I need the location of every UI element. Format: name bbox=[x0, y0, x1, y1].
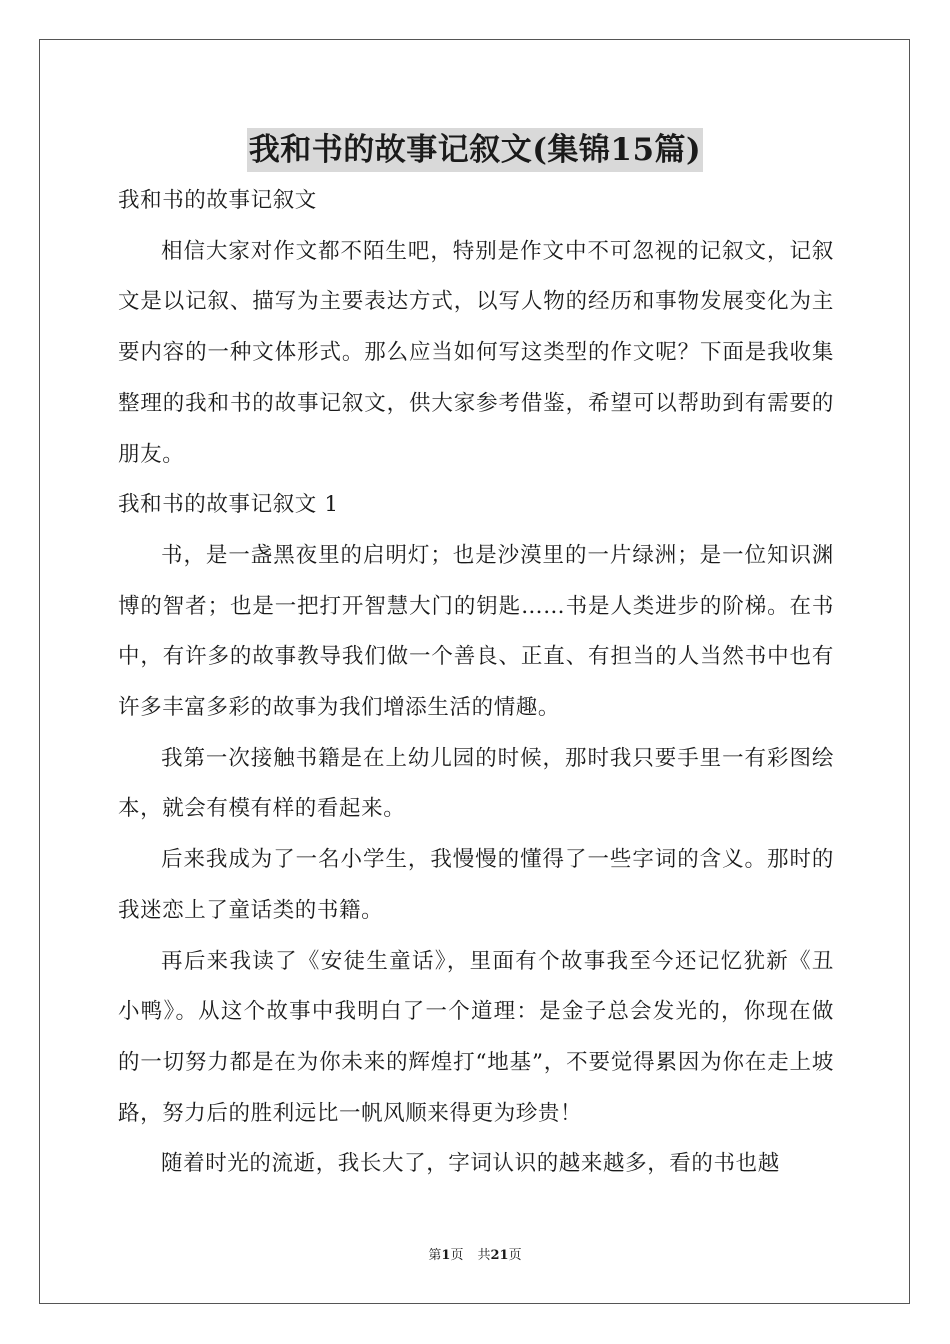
page-footer bbox=[0, 1246, 950, 1266]
total-prefix: 共 bbox=[477, 1248, 491, 1263]
paragraph: 我第一次接触书籍是在上幼儿园的时候，那时我只要手里一有彩图绘本，就会有模有样的看起来。 bbox=[118, 745, 834, 822]
document-body bbox=[118, 176, 834, 1190]
paragraph: 相信大家对作文都不陌生吧，特别是作文中不可忽视的记叙文，记叙文是以记叙、描写为主要表达方式，以写人物的经历和事物发展变化为主要内容的一种文体形式。那么应当如何写这类型的作文呢？下面是我收集整理的我和书的故事记叙文，供大家参考借鉴，希望可以帮助到有需要的朋友。 bbox=[118, 238, 834, 467]
paragraph: 书，是一盏黑夜里的启明灯；也是沙漠里的一片绿洲；是一位知识渊博的智者；也是一把打开智慧大门的钥匙……书是人类进步的阶梯。在书中，有许多的故事教导我们做一个善良、正直、有担当的人当然书中也有许多丰富多彩的故事为我们增添生活的情趣。 bbox=[118, 542, 834, 721]
title-container bbox=[0, 128, 950, 172]
current-page-number: 1 bbox=[441, 1248, 451, 1263]
paragraph: 我和书的故事记叙文 bbox=[118, 188, 317, 213]
paragraph: 再后来我读了《安徒生童话》，里面有个故事我至今还记忆犹新《丑小鸭》。从这个故事中我明白了一个道理：是金子总会发光的，你现在做的一切努力都是在为你未来的辉煌打“地基”，不要觉得累因为你在走上坡路，努力后的胜利远比一帆风顺来得更为珍贵！ bbox=[118, 948, 834, 1126]
page-prefix: 第 bbox=[428, 1248, 442, 1263]
page-unit: 页 bbox=[450, 1248, 464, 1263]
paragraph: 随着时光的流逝，我长大了，字词认识的越来越多，看的书也越 bbox=[161, 1151, 780, 1177]
paragraph: 我和书的故事记叙文 1 bbox=[118, 492, 339, 518]
document-title: 我和书的故事记叙文(集锦15篇) bbox=[247, 128, 703, 172]
total-pages: 21 bbox=[490, 1248, 509, 1263]
total-unit: 页 bbox=[508, 1248, 522, 1263]
paragraph: 后来我成为了一名小学生，我慢慢的懂得了一些字词的含义。那时的我迷恋上了童话类的书籍。 bbox=[118, 847, 834, 923]
